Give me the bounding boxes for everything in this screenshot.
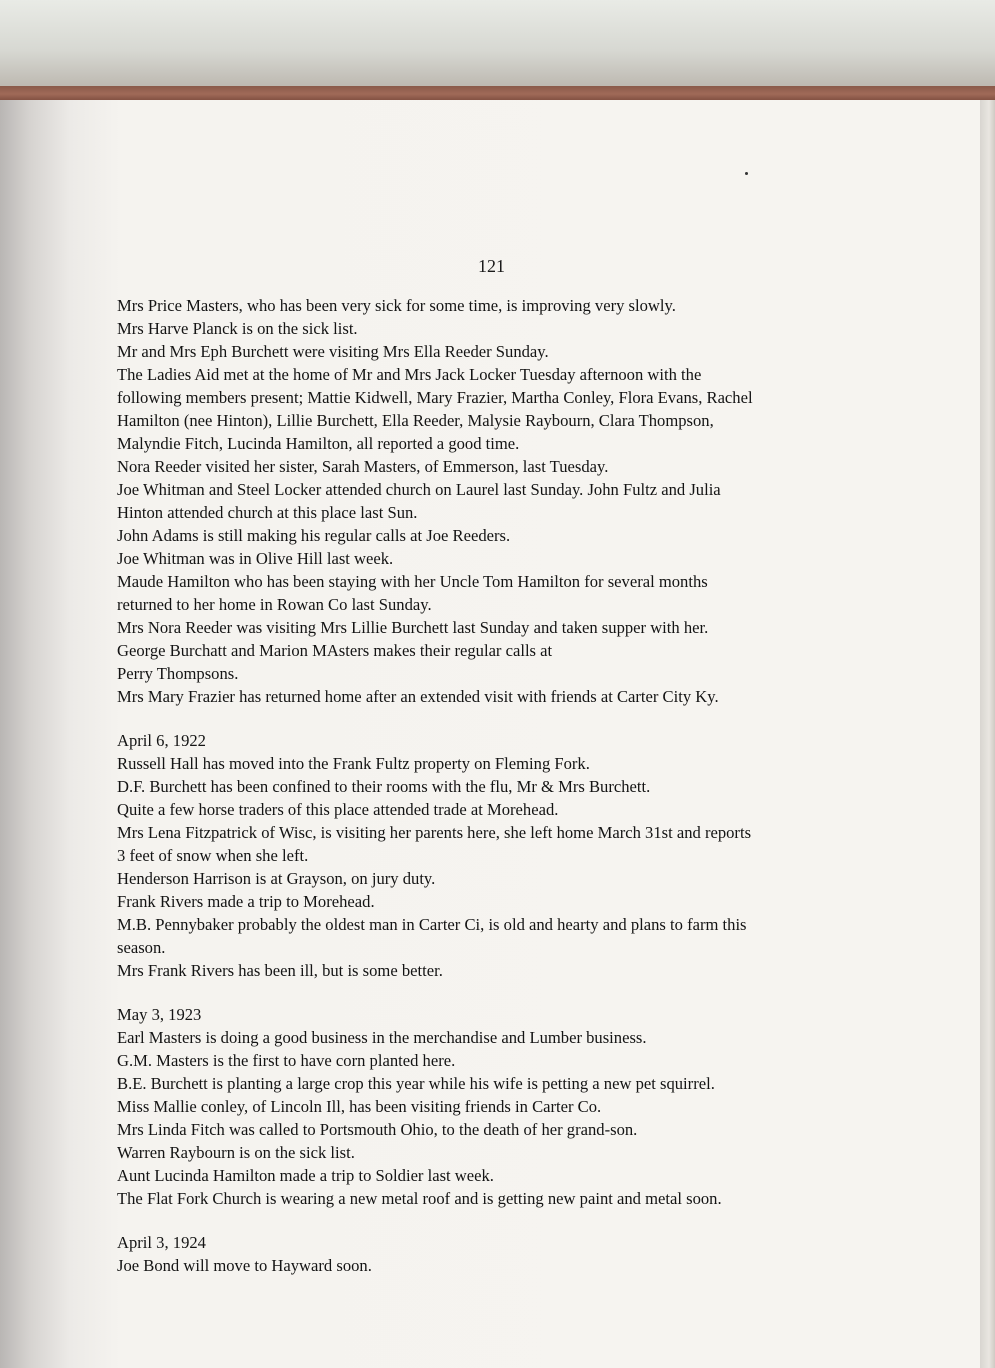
news-item [117, 1095, 885, 1118]
news-item-line: Aunt Lucinda Hamilton made a trip to Soldier last week. [117, 1166, 494, 1185]
news-item-line: Mrs Frank Rivers has been ill, but is some better. [117, 961, 443, 980]
news-item-line: Nora Reeder visited her sister, Sarah Masters, of Emmerson, last Tuesday. [117, 457, 609, 476]
news-item [117, 1164, 885, 1187]
dust-speck [745, 172, 748, 175]
news-item-line: G.M. Masters is the first to have corn planted here. [117, 1051, 456, 1070]
news-section [117, 294, 885, 708]
news-item-line: D.F. Burchett has been confined to their rooms with the flu, Mr & Mrs Burchett. [117, 777, 651, 796]
news-item [117, 1049, 885, 1072]
news-item [117, 1118, 885, 1141]
news-item-line: Mrs Mary Frazier has returned home after an extended visit with friends at Carter City Ky. [117, 687, 719, 706]
news-item [117, 685, 885, 708]
news-item [117, 1141, 885, 1164]
news-item [117, 639, 885, 685]
news-item-line: B.E. Burchett is planting a large crop this year while his wife is petting a new pet squirrel. [117, 1074, 715, 1093]
news-section [117, 708, 885, 982]
news-item-line: Joe Whitman was in Olive Hill last week. [117, 549, 394, 568]
news-item-line: Hamilton (nee Hinton), Lillie Burchett, Ella Reeder, Malysie Raybourn, Clara Thompson, [117, 411, 714, 430]
section-gap [117, 1210, 885, 1231]
news-item-line: Henderson Harrison is at Grayson, on jury duty. [117, 869, 436, 888]
news-item [117, 1187, 885, 1210]
news-item-line: John Adams is still making his regular calls at Joe Reeders. [117, 526, 511, 545]
news-item-line: Perry Thompsons. [117, 664, 239, 683]
news-item [117, 1254, 885, 1277]
news-item-line: following members present; Mattie Kidwell, Mary Frazier, Martha Conley, Flora Evans, Rachel [117, 388, 753, 407]
news-item-line: Mrs Linda Fitch was called to Portsmouth Ohio, to the death of her grand-son. [117, 1120, 638, 1139]
news-item [117, 890, 885, 913]
news-item [117, 752, 885, 775]
news-item [117, 294, 885, 317]
news-item-line: Joe Whitman and Steel Locker attended church on Laurel last Sunday. John Fultz and Julia [117, 480, 721, 499]
news-item-line: season. [117, 938, 166, 957]
news-item [117, 1072, 885, 1095]
page-edge [980, 100, 995, 1368]
news-item-line: 3 feet of snow when she left. [117, 846, 309, 865]
news-item [117, 775, 885, 798]
news-item-line: Russell Hall has moved into the Frank Fultz property on Fleming Fork. [117, 754, 590, 773]
scanner-background [0, 0, 995, 92]
news-item-line: George Burchatt and Marion MAsters makes their regular calls at [117, 641, 553, 660]
news-section [117, 1210, 885, 1277]
news-section [117, 982, 885, 1210]
news-item [117, 570, 885, 616]
news-item [117, 317, 885, 340]
section-date: May 3, 1923 [117, 1005, 202, 1024]
news-item [117, 616, 885, 639]
news-item-line: Joe Bond will move to Hayward soon. [117, 1256, 372, 1275]
page-number: 121 [478, 256, 505, 276]
news-item [117, 363, 885, 455]
section-date: April 6, 1922 [117, 731, 206, 750]
news-item-line: Frank Rivers made a trip to Morehead. [117, 892, 375, 911]
news-item-line: Mr and Mrs Eph Burchett were visiting Mrs Ella Reeder Sunday. [117, 342, 549, 361]
news-item [117, 340, 885, 363]
news-item-line: The Ladies Aid met at the home of Mr and Mrs Jack Locker Tuesday afternoon with the [117, 365, 702, 384]
news-item [117, 821, 885, 867]
news-item-line: Mrs Price Masters, who has been very sick for some time, is improving very slowly. [117, 296, 676, 315]
news-item-line: Quite a few horse traders of this place attended trade at Morehead. [117, 800, 559, 819]
news-item [117, 913, 885, 959]
news-item-line: The Flat Fork Church is wearing a new metal roof and is getting new paint and metal soon. [117, 1189, 722, 1208]
news-item [117, 798, 885, 821]
section-date: April 3, 1924 [117, 1233, 206, 1252]
news-item-line: Miss Mallie conley, of Lincoln Ill, has been visiting friends in Carter Co. [117, 1097, 602, 1116]
news-item-line: Mrs Harve Planck is on the sick list. [117, 319, 358, 338]
news-item [117, 478, 885, 524]
page-content [117, 294, 885, 1277]
news-item-line: Hinton attended church at this place last Sun. [117, 503, 418, 522]
news-item-line: Earl Masters is doing a good business in the merchandise and Lumber business. [117, 1028, 647, 1047]
news-item-line: Mrs Nora Reeder was visiting Mrs Lillie Burchett last Sunday and taken supper with her. [117, 618, 709, 637]
news-item [117, 867, 885, 890]
news-item [117, 547, 885, 570]
news-item-line: Malyndie Fitch, Lucinda Hamilton, all reported a good time. [117, 434, 520, 453]
news-item-line: returned to her home in Rowan Co last Sunday. [117, 595, 432, 614]
news-item [117, 524, 885, 547]
news-item [117, 1026, 885, 1049]
news-item-line: Maude Hamilton who has been staying with her Uncle Tom Hamilton for several months [117, 572, 708, 591]
news-item [117, 959, 885, 982]
news-item-line: M.B. Pennybaker probably the oldest man in Carter Ci, is old and hearty and plans to farm this [117, 915, 747, 934]
section-gap [117, 982, 885, 1003]
news-item-line: Mrs Lena Fitzpatrick of Wisc, is visiting her parents here, she left home March 31st and reports [117, 823, 752, 842]
section-gap [117, 708, 885, 729]
news-item [117, 455, 885, 478]
news-item-line: Warren Raybourn is on the sick list. [117, 1143, 355, 1162]
